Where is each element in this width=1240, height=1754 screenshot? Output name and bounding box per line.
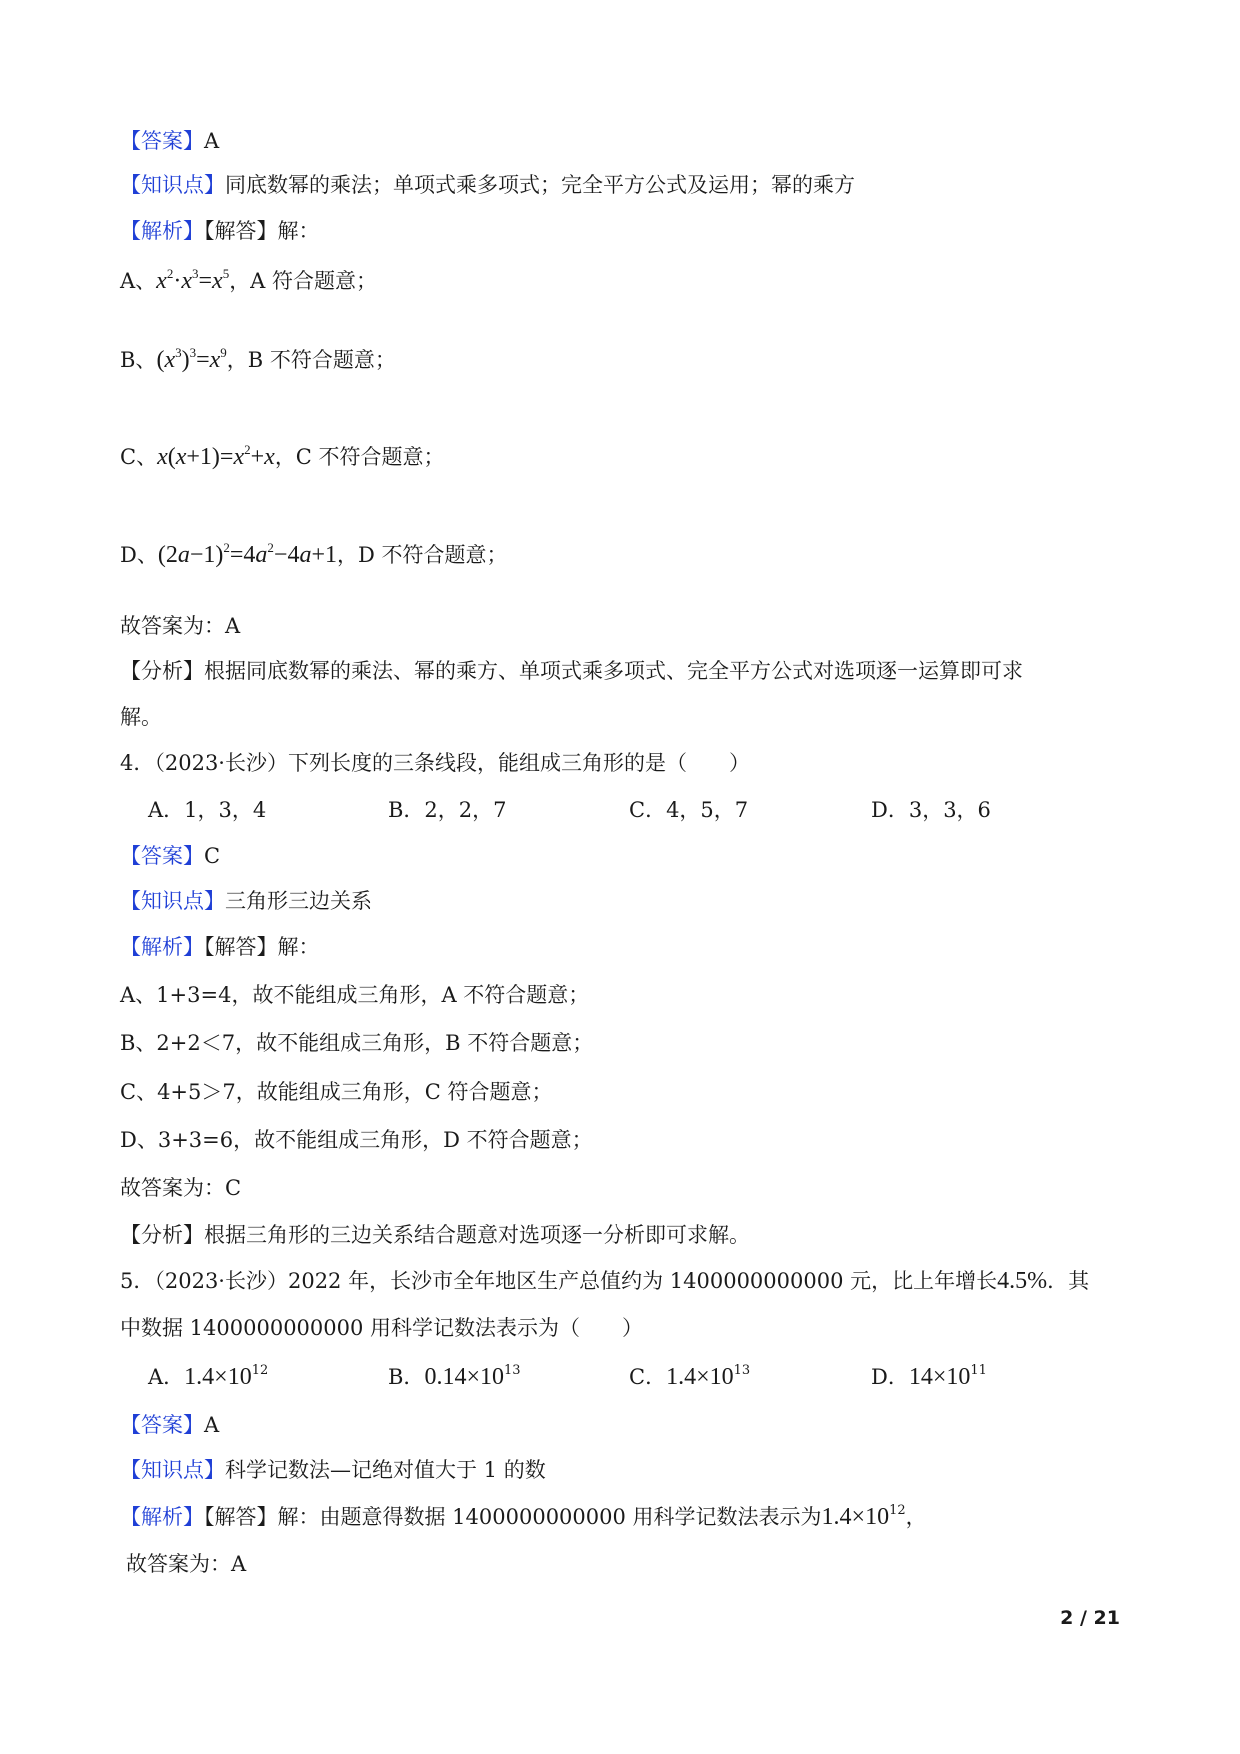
formula-c: $x(x+1)=x^2+x$ bbox=[157, 442, 275, 470]
growth-percent: 4.5% bbox=[997, 1268, 1048, 1294]
q3-fenxi-line1: 【分析】根据同底数幂的乘法、幂的乘方、单项式乘多项式、完全平方公式对选项逐一运算即可求 bbox=[120, 659, 1023, 683]
q5-option-c bbox=[629, 1362, 750, 1392]
q3-knowledge-line bbox=[120, 170, 855, 200]
q3-fenxi-line2: 解。 bbox=[120, 705, 162, 729]
q3-option-a-solution bbox=[120, 266, 377, 296]
q4-option-a: A．1，3，4 bbox=[148, 798, 267, 822]
q3-analysis-line bbox=[120, 216, 320, 246]
q4-step-a: A、1+3=4，故不能组成三角形，A 不符合题意； bbox=[120, 983, 590, 1007]
option-prefix: C、 bbox=[120, 445, 158, 469]
option-label: B． bbox=[388, 1365, 425, 1389]
knowledge-tag: 【知识点】 bbox=[120, 1458, 225, 1482]
q4-step-d: D、3+3=6，故不能组成三角形，D 不符合题意； bbox=[120, 1128, 593, 1152]
q3-option-b-solution bbox=[120, 345, 396, 375]
q5-answer-line bbox=[120, 1410, 219, 1440]
option-prefix: B、 bbox=[120, 348, 157, 372]
q4-option-b: B．2，2，7 bbox=[388, 798, 507, 822]
q5-question-line2: 中数据 1400000000000 用科学记数法表示为（ ） bbox=[120, 1316, 644, 1340]
formula-a: $x^2\cdot x^3=x^5$ bbox=[156, 266, 230, 294]
q5-option-b bbox=[388, 1362, 521, 1392]
q3-option-c-solution bbox=[120, 442, 445, 472]
q4-step-c: C、4+5＞7，故能组成三角形，C 符合题意； bbox=[120, 1080, 553, 1104]
question-text: 5．（2023·长沙）2022 年，长沙市全年地区生产总值约为 1400000000000 元，比上年增长 bbox=[120, 1269, 998, 1293]
option-exponent: 12 bbox=[251, 1363, 269, 1378]
q5-option-d bbox=[871, 1362, 987, 1392]
q4-analysis-line bbox=[120, 932, 320, 962]
q4-conclusion: 故答案为：C bbox=[120, 1176, 242, 1200]
option-mantissa: 1.4×10 bbox=[184, 1364, 252, 1390]
option-prefix: A、 bbox=[120, 269, 157, 293]
option-label: A． bbox=[148, 1365, 185, 1389]
q5-analysis-line bbox=[120, 1502, 927, 1532]
q5-option-a bbox=[148, 1362, 268, 1392]
analysis-end: ， bbox=[905, 1505, 927, 1529]
q4-option-c: C．4，5，7 bbox=[629, 798, 749, 822]
formula-d: $(2a-1)^2=4a^2-4a+1$ bbox=[157, 540, 338, 568]
q5-knowledge-line bbox=[120, 1455, 546, 1485]
option-suffix: ，D 不符合题意； bbox=[337, 543, 508, 567]
knowledge-text: 同底数幂的乘法；单项式乘多项式；完全平方公式及运用；幂的乘方 bbox=[225, 173, 855, 197]
q3-option-d-solution bbox=[120, 540, 508, 570]
knowledge-text: 三角形三边关系 bbox=[225, 889, 372, 913]
knowledge-tag: 【知识点】 bbox=[120, 889, 225, 913]
option-exponent: 13 bbox=[503, 1363, 521, 1378]
answer-tag: 【答案】 bbox=[120, 129, 204, 153]
option-exponent: 13 bbox=[733, 1363, 751, 1378]
q4-option-d: D．3，3，6 bbox=[871, 798, 991, 822]
analysis-mantissa: 1.4×10 bbox=[821, 1504, 890, 1530]
analysis-text: 【解答】解：由题意得数据 1400000000000 用科学记数法表示为 bbox=[204, 1505, 822, 1529]
q4-answer-line bbox=[120, 841, 220, 871]
knowledge-tag: 【知识点】 bbox=[120, 173, 225, 197]
q4-question: 4．（2023·长沙）下列长度的三条线段，能组成三角形的是（ ） bbox=[120, 751, 750, 775]
q5-conclusion: 故答案为：A bbox=[126, 1552, 247, 1576]
option-mantissa: 1.4×10 bbox=[666, 1364, 734, 1390]
option-mantissa: 0.14×10 bbox=[424, 1364, 504, 1390]
answer-tag: 【答案】 bbox=[120, 1413, 204, 1437]
q5-question-line1 bbox=[120, 1266, 1089, 1296]
analysis-tag: 【解析】 bbox=[120, 935, 204, 959]
option-exponent: 11 bbox=[970, 1363, 987, 1378]
page-number: 2 / 21 bbox=[1060, 1607, 1120, 1629]
formula-b: $(x^3)^3=x^9$ bbox=[156, 345, 227, 373]
q4-knowledge-line bbox=[120, 886, 372, 916]
option-prefix: D、 bbox=[120, 543, 158, 567]
option-label: D． bbox=[871, 1365, 909, 1389]
q4-step-b: B、2+2＜7，故不能组成三角形，B 不符合题意； bbox=[120, 1031, 594, 1055]
q4-fenxi: 【分析】根据三角形的三边关系结合题意对选项逐一分析即可求解。 bbox=[120, 1223, 750, 1247]
analysis-tag: 【解析】 bbox=[120, 1505, 204, 1529]
question-text-end: ．其 bbox=[1047, 1269, 1090, 1293]
knowledge-text: 科学记数法—记绝对值大于 1 的数 bbox=[225, 1458, 546, 1482]
q3-answer-line bbox=[120, 126, 219, 156]
answer-value: C bbox=[204, 844, 221, 868]
analysis-text: 【解答】解： bbox=[204, 935, 320, 959]
option-suffix: ，A 符合题意； bbox=[229, 269, 378, 293]
answer-value: A bbox=[204, 129, 220, 153]
analysis-text: 【解答】解： bbox=[204, 219, 320, 243]
option-suffix: ，B 不符合题意； bbox=[226, 348, 396, 372]
answer-tag: 【答案】 bbox=[120, 844, 204, 868]
analysis-exponent: 12 bbox=[889, 1503, 906, 1518]
option-label: C． bbox=[629, 1365, 667, 1389]
answer-value: A bbox=[204, 1413, 220, 1437]
analysis-tag: 【解析】 bbox=[120, 219, 204, 243]
option-suffix: ，C 不符合题意； bbox=[274, 445, 445, 469]
option-mantissa: 14×10 bbox=[908, 1364, 971, 1390]
q3-conclusion: 故答案为：A bbox=[120, 614, 241, 638]
